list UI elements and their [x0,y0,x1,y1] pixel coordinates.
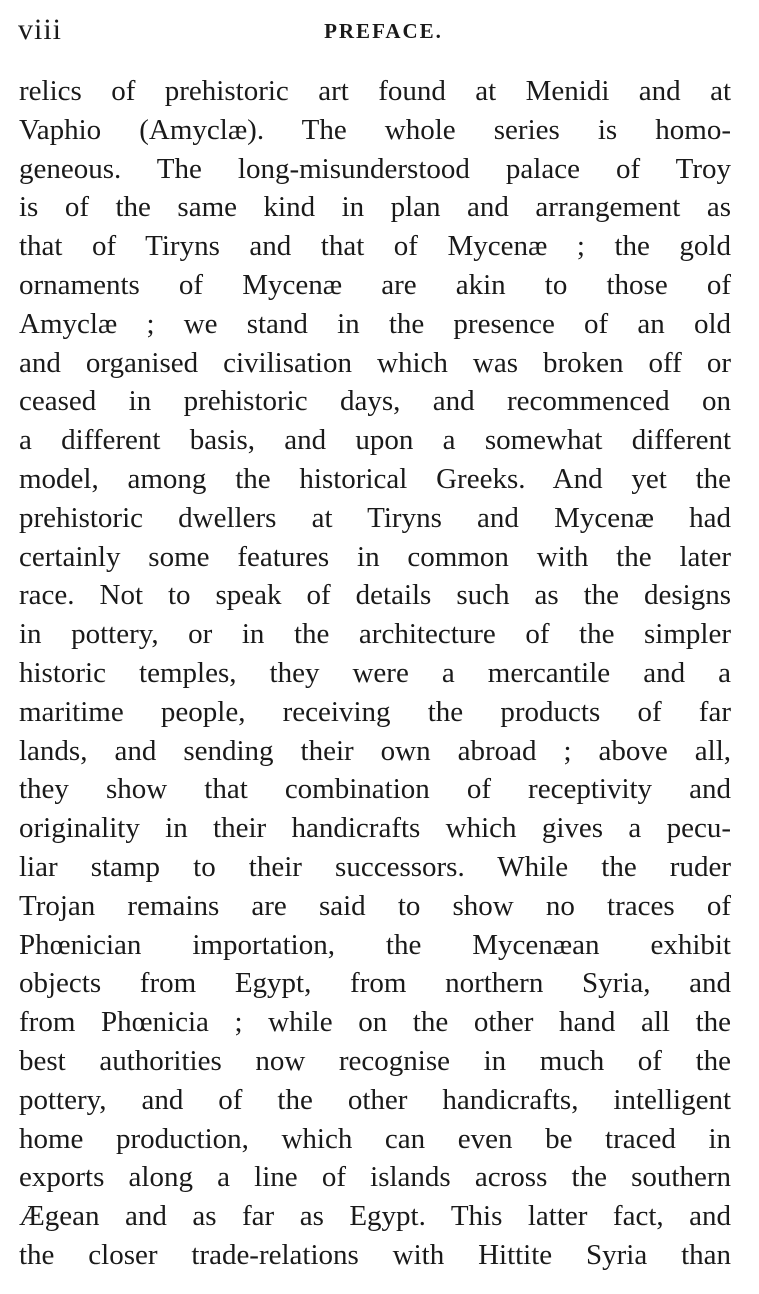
text-line: objects from Egypt, from northern Syria, and [19,967,731,1000]
text-line: lands, and sending their own abroad ; above all, [19,734,731,767]
text-line: Ægean and as far as Egypt. This latter fact, and [19,1200,731,1233]
text-line: relics of prehistoric art found at Menidi and at [19,75,731,107]
text-line: Trojan remains are said to show no traces of [19,889,731,922]
text-line: is of the same kind in plan and arrangement as [19,191,731,224]
text-line: ceased in prehistoric days, and recommenced on [19,385,731,418]
text-line: that of Tiryns and that of Mycenæ ; the gold [19,230,731,263]
text-line: Amyclæ ; we stand in the presence of an old [19,307,731,340]
running-head: PREFACE. [324,19,443,43]
page-number: viii [18,13,63,46]
text-line: best authorities now recognise in much of the [19,1044,731,1077]
text-line: they show that combination of receptivity and [19,773,731,806]
text-line: home production, which can even be traced in [19,1122,731,1155]
text-line: from Phœnicia ; while on the other hand all the [19,1006,731,1039]
text-line: and organised civilisation which was broken off or [19,346,731,379]
body-text [19,72,731,1275]
text-line: maritime people, receiving the products of far [19,695,731,728]
text-line: ornaments of Mycenæ are akin to those of [19,268,731,301]
text-line: race. Not to speak of details such as the designs [19,579,731,612]
text-line: exports along a line of islands across the southern [19,1161,731,1194]
text-line: originality in their handicrafts which gives a pecu- [19,812,731,845]
text-line: model, among the historical Greeks. And yet the [19,462,731,495]
text-line: geneous. The long-misunderstood palace of Troy [19,152,731,185]
text-line: historic temples, they were a mercantile and a [19,656,731,689]
text-line: Phœnician importation, the Mycenæan exhibit [19,928,731,961]
text-line: prehistoric dwellers at Tiryns and Mycenæ had [19,501,731,534]
text-line: a different basis, and upon a somewhat different [19,424,731,457]
text-line: Vaphio (Amyclæ). The whole series is homo- [19,113,731,146]
page-header [18,10,729,50]
text-line: the closer trade-relations with Hittite Syria than [19,1238,731,1271]
text-line: pottery, and of the other handicrafts, intelligent [19,1083,731,1116]
text-line: certainly some features in common with the later [19,540,731,573]
text-line: in pottery, or in the architecture of the simpler [19,618,731,651]
text-line: liar stamp to their successors. While the ruder [19,850,731,883]
